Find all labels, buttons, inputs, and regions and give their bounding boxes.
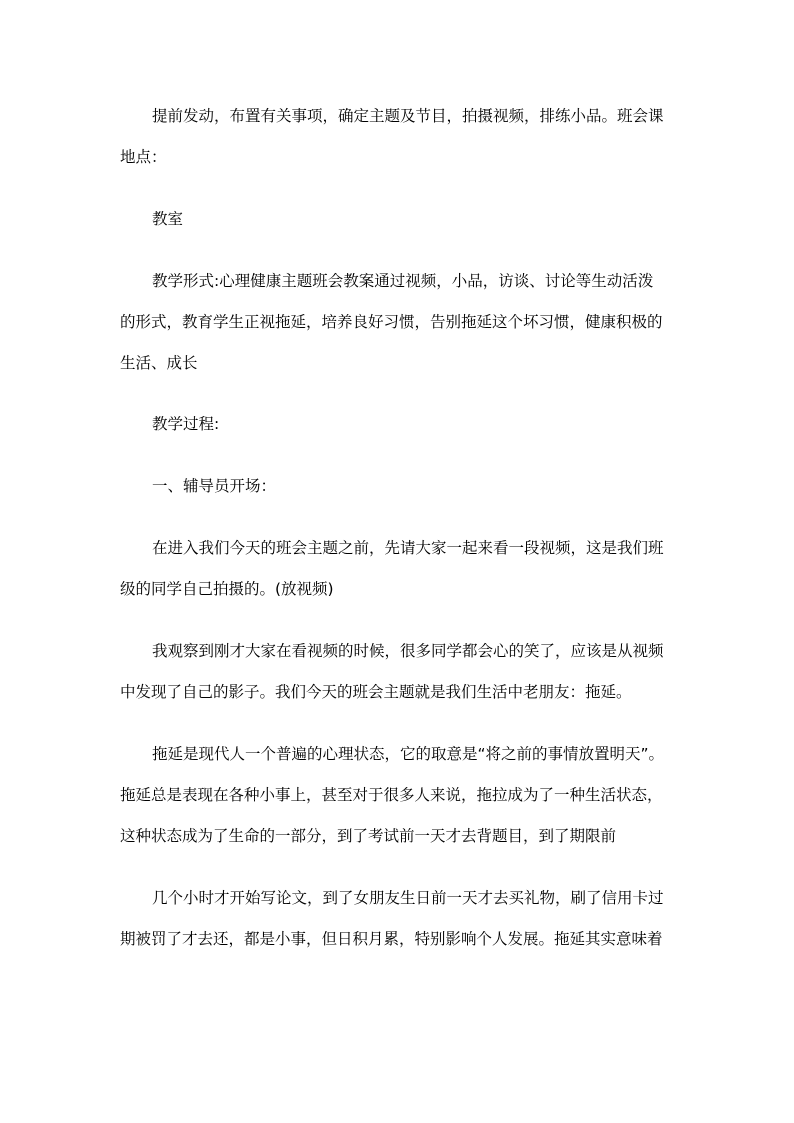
paragraph-line: 我观察到刚才大家在看视频的时候，很多同学都会心的笑了，应该是从视频 [152,642,664,660]
paragraph-procrastination-definition [120,734,680,857]
paragraph-line: 在进入我们今天的班会主题之前，先请大家一起来看一段视频，这是我们班 [152,539,664,557]
section-heading-teaching-process [120,404,680,445]
paragraph-preparation [120,96,680,178]
paragraph-observation [120,631,680,713]
paragraph-line: 教室 [152,210,184,228]
paragraph-line: 拖延是现代人一个普遍的心理状态，它的取意是“将之前的事情放置明天”。 [152,745,665,763]
paragraph-line: 期被罚了才去还，都是小事，但日积月累，特别影响个人发展。拖延其实意味着 [120,930,663,948]
paragraph-line: 教学形式:心理健康主题班会教案通过视频，小品，访谈、讨论等生动活泼 [152,272,654,290]
paragraph-line: 级的同学自己拍摄的。(放视频) [120,580,334,598]
paragraph-procrastination-examples [120,878,680,960]
paragraph-line: 提前发动，布置有关事项，确定主题及节目，拍摄视频，排练小品。班会课 [152,107,664,125]
paragraph-line: 地点： [120,148,167,166]
paragraph-line: 一、辅导员开场： [152,477,277,495]
paragraph-line: 的形式，教育学生正视拖延，培养良好习惯，告别拖延这个坏习惯，健康积极的 [120,313,663,331]
paragraph-line: 教学过程: [152,415,220,433]
paragraph-line: 这种状态成为了生命的一部分，到了考试前一天才去背题目，到了期限前 [120,827,617,845]
paragraph-teaching-form [120,261,680,384]
paragraph-line: 拖延总是表现在各种小事上，甚至对于很多人来说，拖拉成为了一种生活状态， [120,786,663,804]
paragraph-location [120,199,680,240]
section-heading-opening [120,466,680,507]
paragraph-line: 中发现了自己的影子。我们今天的班会主题就是我们生活中老朋友：拖延。 [120,683,632,701]
paragraph-line: 生活、成长 [120,354,198,372]
paragraph-video-intro [120,528,680,610]
paragraph-line: 几个小时才开始写论文，到了女朋友生日前一天才去买礼物，刷了信用卡过 [152,889,664,907]
